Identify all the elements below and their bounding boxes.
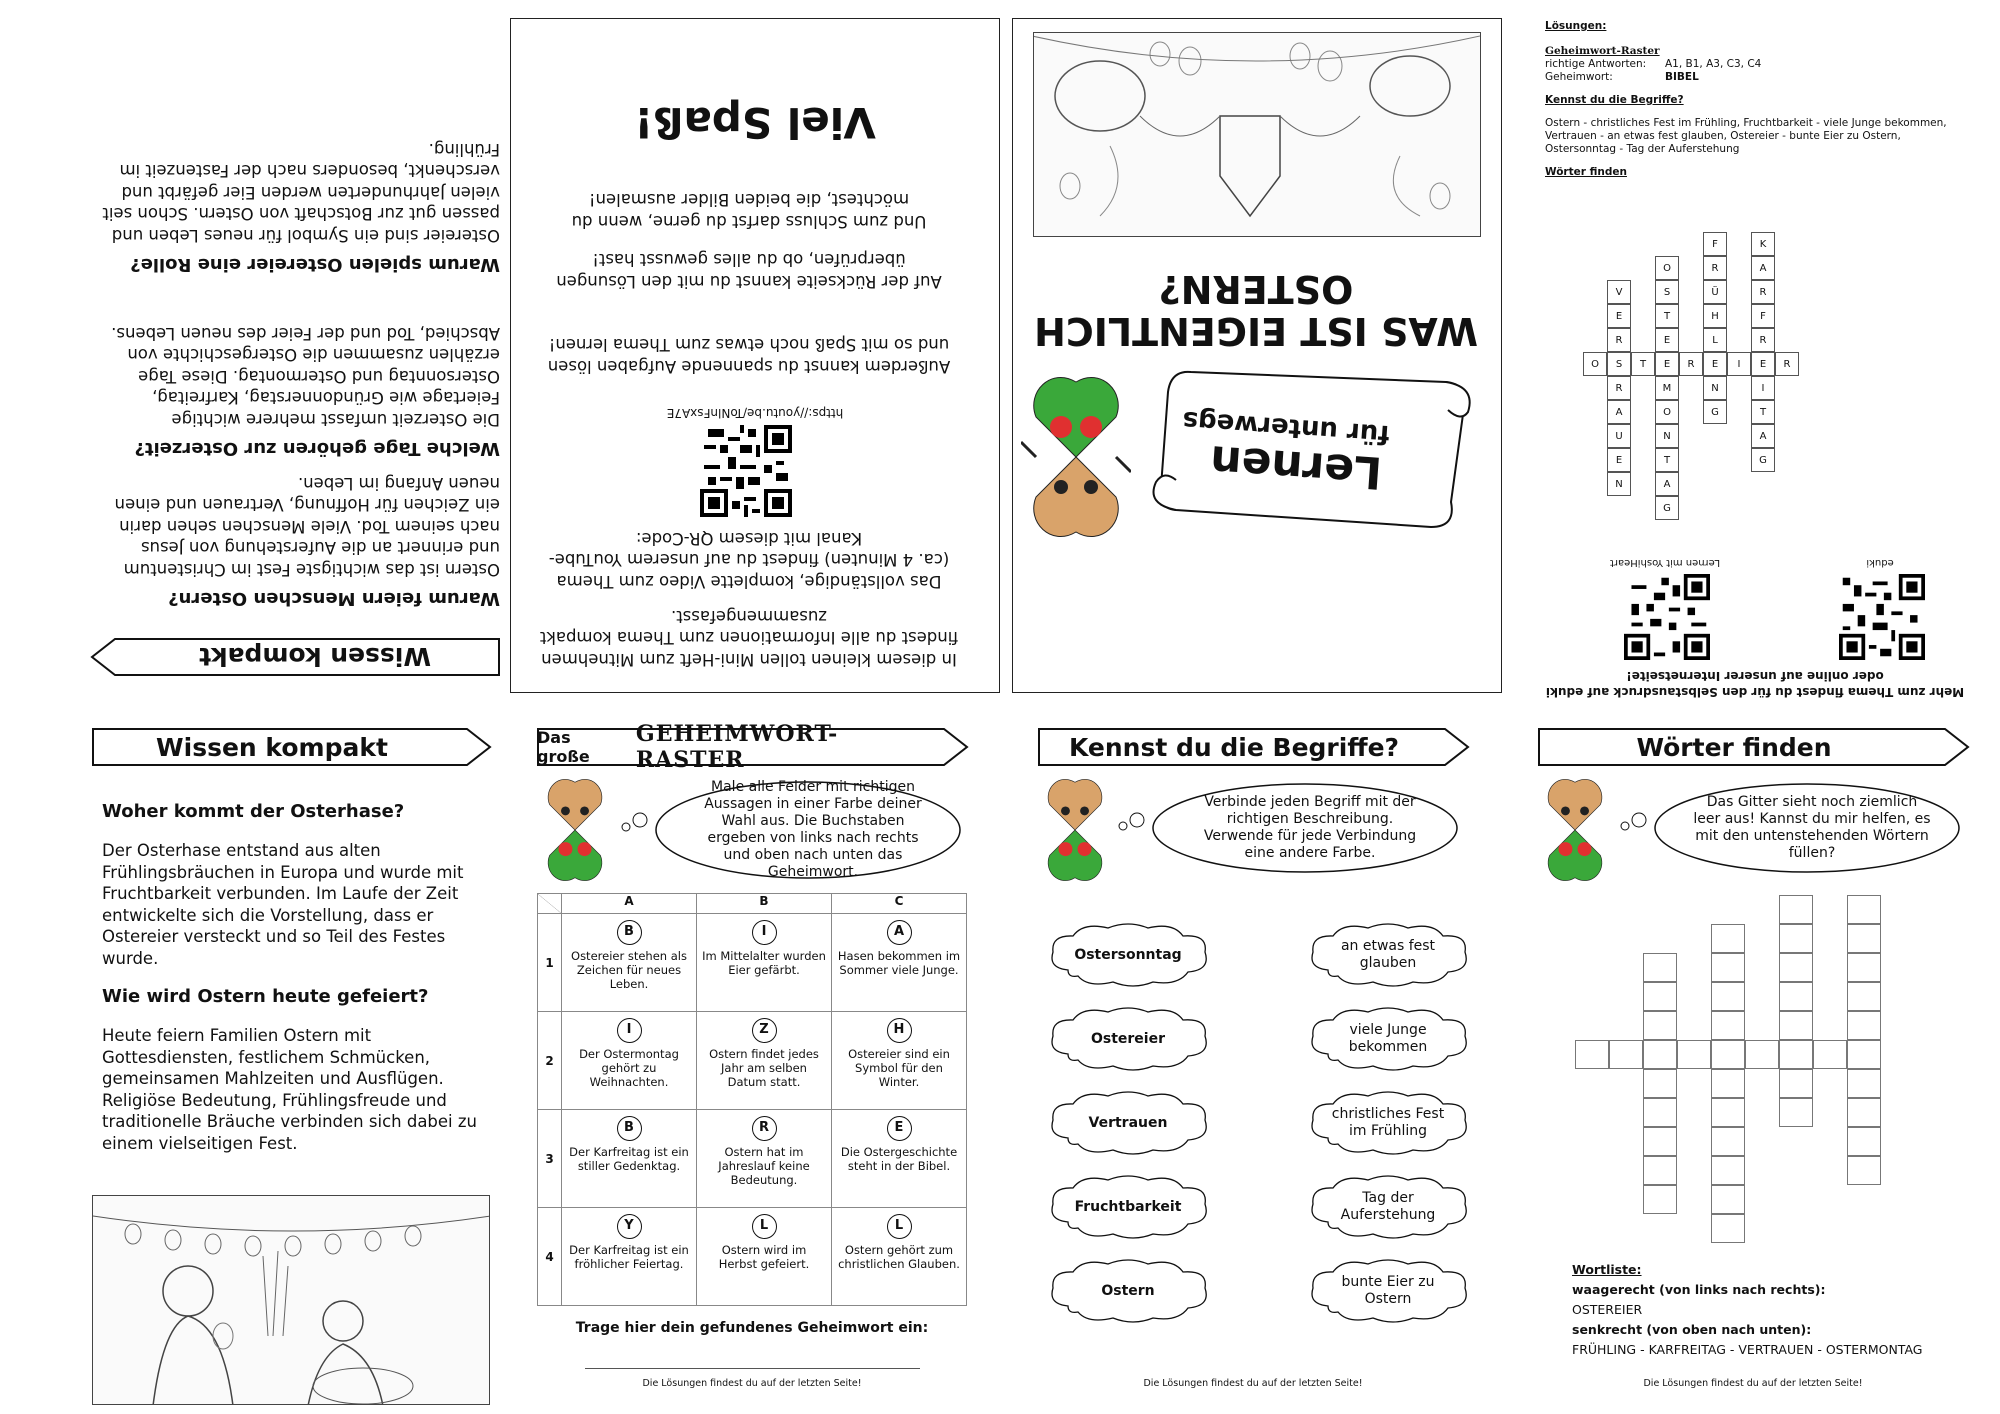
term-cloud[interactable] bbox=[1303, 920, 1473, 990]
letter-circle: H bbox=[887, 1018, 912, 1043]
raster-prompt: Trage hier dein gefundenes Geheimwort ein: bbox=[575, 1320, 929, 1336]
answers-row bbox=[1545, 58, 1965, 71]
row-number: 3 bbox=[538, 1110, 562, 1208]
row-number: 1 bbox=[538, 914, 562, 1012]
video-text: Das vollständige, komplette Video zum Thema (ca. 4 Minuten) findest du auf unserem YouTube-Kanal mit diesem QR-Code: bbox=[548, 529, 950, 591]
crossword-empty-cell[interactable] bbox=[1643, 1069, 1677, 1098]
crossword-empty-cell[interactable] bbox=[1711, 1098, 1745, 1127]
crossword-letter-cell: V bbox=[1607, 280, 1631, 304]
statement-text: Die Ostergeschichte steht in der Bibel. bbox=[840, 1145, 958, 1173]
question-heading: Woher kommt der Osterhase? bbox=[102, 801, 405, 822]
solutions-heading: Lösungen: bbox=[1545, 20, 1607, 32]
crossword-letter-cell: A bbox=[1751, 424, 1775, 448]
crossword-letter-cell: A bbox=[1655, 472, 1679, 496]
yoshiheart-qr-code[interactable] bbox=[1624, 574, 1710, 660]
crossword-empty-cell[interactable] bbox=[1711, 1156, 1745, 1185]
answer-line[interactable] bbox=[585, 1368, 920, 1369]
crossword-letter-cell: E bbox=[1751, 352, 1775, 376]
word-list-heading: Wortliste: bbox=[1572, 1262, 1642, 1277]
term-text: viele Junge bekommen bbox=[1348, 1022, 1428, 1055]
raster-row bbox=[538, 1208, 967, 1306]
across-words: OSTEREIER bbox=[1572, 1302, 1643, 1317]
crossword-letter-cell: G bbox=[1751, 448, 1775, 472]
solutions-panel bbox=[1545, 20, 1965, 179]
word-row bbox=[1545, 71, 1965, 84]
crossword-empty-cell[interactable] bbox=[1813, 1040, 1847, 1069]
crossword-letter-cell: R bbox=[1751, 280, 1775, 304]
crossword-empty-cell[interactable] bbox=[1847, 924, 1881, 953]
intro-text: In diesem kleinen tollen Mini-Heft zum Mitnehmen findest du alle Informationen zum Thema kompakt zusammengefasst. bbox=[539, 607, 959, 669]
crossword-empty-cell[interactable] bbox=[1779, 1098, 1813, 1127]
statement-text: Der Karfreitag ist ein stiller Gedenktag. bbox=[569, 1145, 689, 1173]
cover-panel bbox=[1013, 19, 1501, 692]
crossword-empty-cell[interactable] bbox=[1575, 1040, 1609, 1069]
term-cloud[interactable] bbox=[1043, 1172, 1213, 1242]
crossword-empty-cell[interactable] bbox=[1643, 1011, 1677, 1040]
solutions-begriffe-heading: Kennst du die Begriffe? bbox=[1545, 94, 1684, 106]
coloring-text: Und zum Schluss darfst du gerne, wenn du möchtest, die beiden Bilder ausmalen! bbox=[571, 190, 927, 231]
crossword-letter-cell: R bbox=[1679, 352, 1703, 376]
crossword-letter-cell: M bbox=[1655, 376, 1679, 400]
crossword-letter-cell: L bbox=[1703, 328, 1727, 352]
crossword-letter-cell: H bbox=[1703, 304, 1727, 328]
crossword-letter-cell: I bbox=[1751, 376, 1775, 400]
crossword-letter-cell: K bbox=[1751, 232, 1775, 256]
crossword-empty-cell[interactable] bbox=[1711, 1040, 1745, 1069]
crossword-letter-cell: E bbox=[1607, 304, 1631, 328]
easter-scene-drawing bbox=[1033, 32, 1480, 236]
heart-mascot-image bbox=[1021, 372, 1131, 542]
term-cloud[interactable] bbox=[1303, 1172, 1473, 1242]
crossword-letter-cell: S bbox=[1655, 280, 1679, 304]
woerter-header bbox=[1538, 728, 1970, 766]
crossword-letter-cell: G bbox=[1703, 400, 1727, 424]
letter-circle: L bbox=[752, 1214, 777, 1239]
crossword-empty-cell[interactable] bbox=[1847, 982, 1881, 1011]
letter-circle: R bbox=[752, 1116, 777, 1141]
raster-header-row bbox=[538, 894, 967, 914]
term-cloud[interactable] bbox=[1043, 920, 1213, 990]
youtube-qr-code[interactable] bbox=[700, 425, 792, 517]
crossword-empty-cell[interactable] bbox=[1711, 953, 1745, 982]
statement-text: Ostern findet jedes Jahr am selben Datum statt. bbox=[709, 1047, 819, 1089]
col-header: B bbox=[697, 894, 832, 914]
answer-text: Die Osterzeit umfasst mehrere wichtige Feiertage wie Gründonnerstag, Karfreitag, Ostersonntag und Ostermontag. Diese Tage erzählen zusammen die Ostergeschichte von Abschied, Tod und der Feier des neuen Lebens. bbox=[111, 324, 500, 429]
answer-text: Ostern ist das wichtigste Fest im Christentum und erinnert an die Auferstehung von Jesus nach seinem Tod. Viele Menschen sehen darin ein Zeichen für Hoffnung, Vertrauen und einen neuen Anfang im Leben. bbox=[114, 474, 500, 579]
raster-row bbox=[538, 1012, 967, 1110]
header-text: Wörter finden bbox=[1636, 732, 1832, 762]
crossword-empty-cell[interactable] bbox=[1711, 1127, 1745, 1156]
term-text: christliches Fest im Frühling bbox=[1331, 1106, 1445, 1139]
statement-text: Ostern gehört zum christlichen Glauben. bbox=[838, 1243, 960, 1271]
col-header: C bbox=[832, 894, 967, 914]
crossword-letter-cell: R bbox=[1775, 352, 1799, 376]
crossword-letter-cell: I bbox=[1727, 352, 1751, 376]
backside-text: Auf der Rückseite kannst du mit den Lösungen überprüfen, ob du alles gewusst hast! bbox=[556, 250, 942, 291]
crossword-empty-cell[interactable] bbox=[1779, 924, 1813, 953]
crossword-letter-cell: F bbox=[1703, 232, 1727, 256]
crossword-letter-cell: O bbox=[1655, 400, 1679, 424]
raster-cell[interactable] bbox=[562, 1012, 697, 1110]
raster-cell[interactable] bbox=[832, 1012, 967, 1110]
term-text: Ostereier bbox=[1090, 1030, 1166, 1047]
answers-label: richtige Antworten: bbox=[1545, 58, 1647, 70]
term-text: an etwas fest glauben bbox=[1340, 938, 1436, 971]
crossword-letter-cell: U bbox=[1607, 424, 1631, 448]
term-cloud[interactable] bbox=[1043, 1256, 1213, 1326]
crossword-empty-cell[interactable] bbox=[1779, 1040, 1813, 1069]
begriffe-header bbox=[1038, 728, 1470, 766]
banner-big-text: Lernen bbox=[1208, 435, 1384, 498]
wissen-kompakt-header bbox=[92, 728, 492, 766]
heart-mascot-image bbox=[1040, 775, 1110, 885]
cover-title-line1: WAS IST EIGENTLICH bbox=[1034, 309, 1478, 353]
top-mid-panel bbox=[511, 19, 999, 692]
letter-circle: A bbox=[887, 920, 912, 945]
tasks-text: Außerdem kannst du spannende Aufgaben lösen und so mit Spaß noch etwas zum Thema lernen! bbox=[547, 335, 951, 376]
crossword-letter-cell: T bbox=[1751, 400, 1775, 424]
header-text: Wissen kompakt bbox=[156, 732, 388, 762]
crossword-empty-cell[interactable] bbox=[1711, 1069, 1745, 1098]
crossword-letter-cell: S bbox=[1607, 352, 1631, 376]
raster-row bbox=[538, 914, 967, 1012]
video-url[interactable]: https://youtu.be/ToNlnFsxA7E bbox=[666, 406, 844, 420]
statement-text: Ostereier sind ein Symbol für den Winter. bbox=[848, 1047, 950, 1089]
qr-pattern bbox=[1839, 574, 1925, 660]
bubble-text: Verbinde jeden Begriff mit der richtigen Beschreibung. Verwende für jede Verbindung eine andere Farbe. bbox=[1203, 794, 1417, 861]
solutions-more-block bbox=[1545, 530, 1965, 700]
raster-cell[interactable] bbox=[697, 914, 832, 1012]
scroll-banner bbox=[1146, 357, 1476, 542]
crossword-letter-cell: E bbox=[1703, 352, 1727, 376]
viel-spass-title: Viel Spaß! bbox=[634, 98, 876, 147]
crossword-letter-cell: Ü bbox=[1703, 280, 1727, 304]
crossword-letter-cell: E bbox=[1607, 448, 1631, 472]
letter-circle: I bbox=[617, 1018, 642, 1043]
raster-header bbox=[537, 721, 969, 773]
header-text: Kennst du die Begriffe? bbox=[1068, 732, 1400, 762]
raster-header-text bbox=[537, 721, 937, 773]
solutions-woerter-heading: Wörter finden bbox=[1545, 166, 1627, 178]
crossword-empty-cell[interactable] bbox=[1847, 1098, 1881, 1127]
letter-circle: L bbox=[887, 1214, 912, 1239]
more-info-text: Mehr zum Thema findest du für den Selbstausdruck auf eduki oder online auf unserer Internetseite! bbox=[1545, 669, 1965, 699]
crossword-letter-cell: O bbox=[1655, 256, 1679, 280]
wissen-kompakt-header-flipped bbox=[90, 638, 500, 676]
corner-cell bbox=[538, 894, 562, 914]
crossword-empty-cell[interactable] bbox=[1847, 1069, 1881, 1098]
heart-mascot-image bbox=[540, 775, 610, 885]
raster-cell[interactable] bbox=[697, 1012, 832, 1110]
header-small-text: Das große bbox=[537, 728, 590, 766]
answer-text: Heute feiern Familien Ostern mit Gottesdiensten, festlichem Schmücken, gemeinsamen Mahlzeiten und Ausflügen. Religiöse Bedeutung, Frühlingsfreude und traditionelle Bräuche verbinden sich dabei zu einem vielseitigen Fest. bbox=[102, 1026, 477, 1153]
mascot-drawing bbox=[1021, 372, 1131, 542]
raster-cell[interactable] bbox=[697, 1110, 832, 1208]
crossword-empty-cell[interactable] bbox=[1609, 1040, 1643, 1069]
word-list bbox=[1572, 1260, 1922, 1360]
crossword-empty-cell[interactable] bbox=[1779, 953, 1813, 982]
easter-sketch-illustration bbox=[1033, 32, 1481, 237]
qr-pattern bbox=[700, 425, 792, 517]
letter-circle: Z bbox=[752, 1018, 777, 1043]
down-heading: senkrecht (von oben nach unten): bbox=[1572, 1322, 1812, 1337]
crossword-empty-cell[interactable] bbox=[1847, 1127, 1881, 1156]
crossword-letter-cell: R bbox=[1607, 328, 1631, 352]
solutions-raster-heading: Geheimwort-Raster bbox=[1545, 45, 1660, 57]
raster-cell[interactable] bbox=[832, 914, 967, 1012]
statement-text: Ostern hat im Jahreslauf keine Bedeutung. bbox=[718, 1145, 810, 1187]
question-heading: Warum feiern Menschen Ostern? bbox=[168, 588, 500, 609]
statement-text: Im Mittelalter wurden Eier gefärbt. bbox=[702, 949, 826, 977]
row-number: 2 bbox=[538, 1012, 562, 1110]
term-text: Ostern bbox=[1101, 1282, 1155, 1299]
heart-mascot-image bbox=[1540, 775, 1610, 885]
crossword-letter-cell: T bbox=[1655, 304, 1679, 328]
raster-cell[interactable] bbox=[562, 914, 697, 1012]
crossword-empty-cell[interactable] bbox=[1847, 895, 1881, 924]
footer-note: Die Lösungen findest du auf der letzten Seite! bbox=[1143, 1378, 1363, 1389]
crossword-letter-cell: A bbox=[1751, 256, 1775, 280]
answers-value: A1, B1, A3, C3, C4 bbox=[1665, 58, 1762, 70]
statement-text: Der Karfreitag ist ein fröhlicher Feiertag. bbox=[569, 1243, 689, 1271]
raster-cell[interactable] bbox=[562, 1110, 697, 1208]
footer-note: Die Lösungen findest du auf der letzten Seite! bbox=[642, 1378, 862, 1389]
statement-text: Der Ostermontag gehört zu Weihnachten. bbox=[579, 1047, 679, 1089]
crossword-letter-cell: R bbox=[1751, 328, 1775, 352]
crossword-empty-cell[interactable] bbox=[1847, 1011, 1881, 1040]
family-scene-drawing bbox=[93, 1196, 490, 1405]
question-heading: Wie wird Ostern heute gefeiert? bbox=[102, 986, 429, 1007]
cover-title bbox=[1031, 268, 1481, 352]
crossword-empty-cell[interactable] bbox=[1643, 1185, 1677, 1214]
crossword-letter-cell: R bbox=[1607, 376, 1631, 400]
crossword-empty-cell[interactable] bbox=[1643, 1156, 1677, 1185]
crossword-letter-cell: E bbox=[1655, 328, 1679, 352]
letter-circle: B bbox=[617, 920, 642, 945]
row-number: 4 bbox=[538, 1208, 562, 1306]
qr-pattern bbox=[1624, 574, 1710, 660]
raster-cell[interactable] bbox=[832, 1110, 967, 1208]
word-label: Geheimwort: bbox=[1545, 71, 1613, 83]
crossword-letter-cell: T bbox=[1631, 352, 1655, 376]
crossword-empty-cell[interactable] bbox=[1643, 982, 1677, 1011]
crossword-letter-cell: R bbox=[1703, 256, 1727, 280]
letter-circle: B bbox=[617, 1116, 642, 1141]
mascot-drawing bbox=[1540, 775, 1610, 885]
statement-text: Ostereier stehen als Zeichen für neues Leben. bbox=[571, 949, 687, 991]
crossword-letter-cell: G bbox=[1655, 496, 1679, 520]
letter-circle: E bbox=[887, 1116, 912, 1141]
letter-circle: I bbox=[752, 920, 777, 945]
statement-text: Ostern wird im Herbst gefeiert. bbox=[718, 1243, 810, 1271]
question-heading: Welche Tage gehören zur Osterzeit? bbox=[134, 438, 500, 459]
instruction-bubble bbox=[1115, 778, 1465, 878]
crossword-empty-cell[interactable] bbox=[1643, 1040, 1677, 1069]
crossword-empty-cell[interactable] bbox=[1779, 982, 1813, 1011]
footer-note: Die Lösungen findest du auf der letzten Seite! bbox=[1643, 1378, 1863, 1389]
raster-grid bbox=[537, 893, 967, 1306]
easter-family-illustration bbox=[92, 1195, 490, 1405]
instruction-bubble bbox=[1617, 778, 1967, 878]
crossword-empty-cell[interactable] bbox=[1779, 1069, 1813, 1098]
mascot-drawing bbox=[540, 775, 610, 885]
crossword-empty-cell[interactable] bbox=[1711, 1214, 1745, 1243]
answer-text: Ostereier sind ein Symbol für neues Leben und passen gut zur Botschaft von Ostern. Schon seit vielen Jahrhunderten werden Eier gefärbt und verschenkt, besonders nach der Fastenzeit im Frühling. bbox=[102, 140, 500, 245]
crossword-letter-cell: N bbox=[1655, 424, 1679, 448]
mascot-drawing bbox=[1040, 775, 1110, 885]
crossword-empty-cell[interactable] bbox=[1847, 1156, 1881, 1185]
down-words: FRÜHLING - KARFREITAG - VERTRAUEN - OSTERMONTAG bbox=[1572, 1342, 1923, 1357]
bubble-text: Male alle Felder mit richtigen Aussagen in einer Farbe deiner Wahl aus. Die Buchstaben ergeben von links nach rechts und oben nach unten das Geheimwort. bbox=[704, 779, 922, 880]
crossword-empty-cell[interactable] bbox=[1711, 924, 1745, 953]
header-text: Wissen kompakt bbox=[199, 642, 431, 672]
crossword-empty-cell[interactable] bbox=[1779, 1011, 1813, 1040]
crossword-empty-cell[interactable] bbox=[1643, 1098, 1677, 1127]
word-value: BIBEL bbox=[1665, 71, 1699, 83]
bubble-text: Das Gitter sieht noch ziemlich leer aus! Kannst du mir helfen, es mit den untenstehenden Wörtern füllen? bbox=[1693, 794, 1931, 861]
term-cloud[interactable] bbox=[1043, 1004, 1213, 1074]
crossword-empty-cell[interactable] bbox=[1711, 982, 1745, 1011]
top-left-panel bbox=[84, 16, 500, 676]
crossword-empty-cell[interactable] bbox=[1711, 1011, 1745, 1040]
raster-cell[interactable] bbox=[697, 1208, 832, 1306]
qr-label-eduki: eduki bbox=[1866, 557, 1894, 568]
question-heading: Warum spielen Ostereier eine Rolle? bbox=[130, 254, 500, 275]
solutions-begriffe-text: Ostern - christliches Fest im Frühling, Fruchtbarkeit - viele Junge bekommen, Vertrauen - an etwas fest glauben, Ostereier - bunte Eier zu Ostern, Ostersonntag - Tag der Auferstehung bbox=[1545, 117, 1947, 155]
crossword-empty-cell[interactable] bbox=[1677, 1040, 1711, 1069]
crossword-letter-cell: A bbox=[1607, 400, 1631, 424]
banner-small-text: für unterwegs bbox=[1181, 404, 1391, 450]
term-text: Tag der Auferstehung bbox=[1340, 1190, 1436, 1223]
eduki-qr-code[interactable] bbox=[1839, 574, 1925, 660]
term-text: Ostersonntag bbox=[1074, 946, 1182, 963]
statement-text: Hasen bekommen im Sommer viele Junge. bbox=[837, 949, 961, 977]
raster-cell[interactable] bbox=[832, 1208, 967, 1306]
term-cloud[interactable] bbox=[1303, 1004, 1473, 1074]
instruction-bubble bbox=[618, 775, 968, 885]
cover-title-line2: OSTERN? bbox=[1158, 267, 1354, 311]
crossword-empty-cell[interactable] bbox=[1643, 1127, 1677, 1156]
crossword-empty-cell[interactable] bbox=[1847, 1040, 1881, 1069]
crossword-empty-cell[interactable] bbox=[1779, 895, 1813, 924]
crossword-letter-cell: T bbox=[1655, 448, 1679, 472]
term-text: bunte Eier zu Ostern bbox=[1341, 1274, 1435, 1307]
crossword-empty-cell[interactable] bbox=[1711, 1185, 1745, 1214]
col-header: A bbox=[562, 894, 697, 914]
answer-text: Der Osterhase entstand aus alten Frühlingsbräuchen in Europa und wurde mit Fruchtbarkeit verbunden. Im Laufe der Zeit entwickelte sich die Vorstellung, dass er Ostereier versteckt und so Teil des Festes wurde. bbox=[102, 841, 464, 968]
term-cloud[interactable] bbox=[1303, 1256, 1473, 1326]
crossword-letter-cell: N bbox=[1607, 472, 1631, 496]
crossword-letter-cell: E bbox=[1655, 352, 1679, 376]
crossword-letter-cell: F bbox=[1751, 304, 1775, 328]
raster-cell[interactable] bbox=[562, 1208, 697, 1306]
across-heading: waagerecht (von links nach rechts): bbox=[1572, 1282, 1826, 1297]
raster-row bbox=[538, 1110, 967, 1208]
qr-label-yoshiheart: Lernen mit YoshiHeart bbox=[1609, 557, 1721, 568]
crossword-empty-cell[interactable] bbox=[1643, 953, 1677, 982]
term-text: Vertrauen bbox=[1088, 1114, 1168, 1131]
letter-circle: Y bbox=[617, 1214, 642, 1239]
crossword-letter-cell: O bbox=[1583, 352, 1607, 376]
crossword-letter-cell: N bbox=[1703, 376, 1727, 400]
header-big-text: GEHEIMWORT-RASTER bbox=[635, 721, 839, 773]
term-cloud[interactable] bbox=[1303, 1088, 1473, 1158]
crossword-empty-cell[interactable] bbox=[1847, 953, 1881, 982]
term-text: Fruchtbarkeit bbox=[1074, 1198, 1182, 1215]
term-cloud[interactable] bbox=[1043, 1088, 1213, 1158]
crossword-empty-cell[interactable] bbox=[1745, 1040, 1779, 1069]
